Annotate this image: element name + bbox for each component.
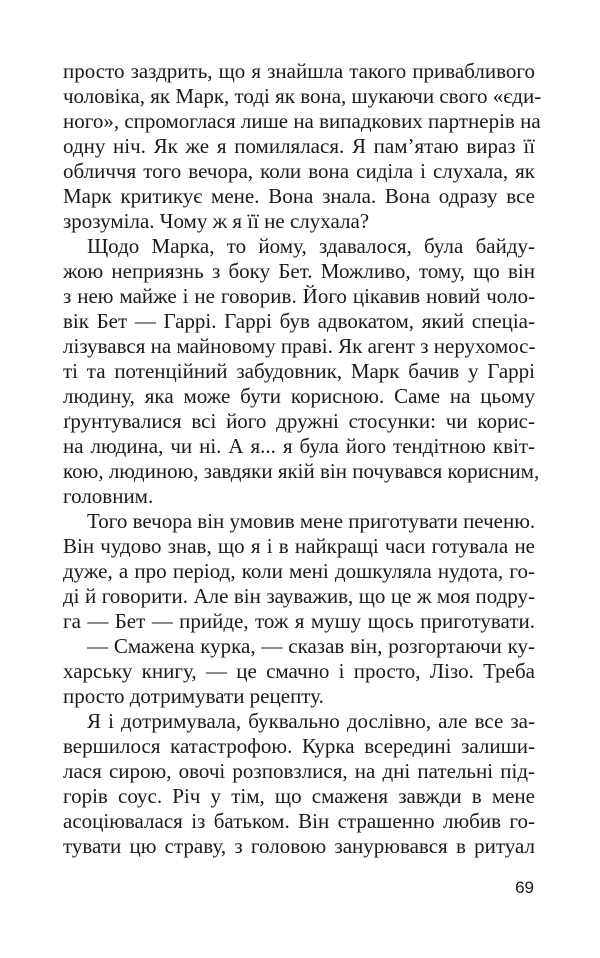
text-line: просто заздрить, що я знайшла такого привабливого bbox=[63, 59, 535, 83]
text-line: горів соус. Річ у тім, що смаженя завжди в мене bbox=[63, 784, 535, 808]
text-line: Марк критикує мене. Вона знала. Вона одразу все bbox=[63, 184, 535, 208]
text-line: Він чудово знав, що я і в найкращі часи готувала не bbox=[63, 534, 535, 558]
page-number: 69 bbox=[515, 878, 534, 897]
text-line: обличчя того вечора, коли вона сиділа і слухала, як bbox=[63, 159, 535, 183]
text-line: ті та потенційний забудовник, Марк бачив у Гаррі bbox=[63, 359, 535, 383]
text-line: га — Бет — прийде, тож я мушу щось приготувати. bbox=[63, 609, 535, 633]
text-line: кою, людиною, завдяки якій він почувався корисним, bbox=[63, 459, 540, 483]
text-line: зрозуміла. Чому ж я її не слухала? bbox=[63, 209, 370, 233]
text-line: на людина, чи ні. А я... я була його тендітною квіт- bbox=[63, 434, 535, 458]
text-line: людину, яка може бути корисною. Саме на цьому bbox=[63, 384, 535, 408]
text-line: ді й говорити. Але він зауважив, що це ж моя подру- bbox=[63, 584, 535, 608]
text-line: вік Бет — Гаррі. Гаррі був адвокатом, який спеціа- bbox=[63, 309, 535, 333]
text-line: ґрунтувалися всі його дружні стосунки: чи корис- bbox=[63, 409, 535, 433]
text-line: вершилося катастрофою. Курка всередині залиши- bbox=[63, 734, 535, 758]
text-line: Я і дотримувала, буквально дослівно, але все за- bbox=[87, 709, 535, 733]
text-line: Того вечора він умовив мене приготувати печеню. bbox=[87, 509, 536, 533]
text-line: дуже, а про період, коли мені дошкуляла нудота, го- bbox=[63, 559, 535, 583]
text-line: асоціювалася із батьком. Він страшенно любив го- bbox=[63, 809, 535, 833]
text-line: лася сирою, овочі розповзлися, на дні пательні під- bbox=[63, 759, 535, 783]
text-line: лізувався на майновому праві. Як агент з нерухомос- bbox=[63, 334, 536, 358]
text-line: харську книгу, — це смачно і просто, Лізо. Треба bbox=[63, 659, 535, 683]
text-line: головним. bbox=[63, 484, 154, 508]
text-line: тувати цю страву, з головою занурювався в ритуал bbox=[63, 834, 535, 858]
text-line: ного», спромоглася лише на випадкових партнерів на bbox=[63, 109, 541, 133]
text-line: — Смажена курка, — сказав він, розгортаючи ку- bbox=[87, 634, 535, 658]
text-line: просто дотримувати рецепту. bbox=[63, 684, 324, 708]
body-text bbox=[63, 59, 542, 859]
text-line: чоловіка, як Марк, тоді як вона, шукаючи свого «єди- bbox=[63, 84, 542, 108]
text-line: жою неприязнь з боку Бет. Можливо, тому, що він bbox=[63, 259, 535, 283]
text-line: з нею майже і не говорив. Його цікавив новий чоло- bbox=[63, 284, 535, 308]
text-line: Щодо Марка, то йому, здавалося, була байду- bbox=[87, 234, 535, 258]
text-line: одну ніч. Як же я помилялася. Я пам’ятаю вираз її bbox=[63, 134, 535, 158]
